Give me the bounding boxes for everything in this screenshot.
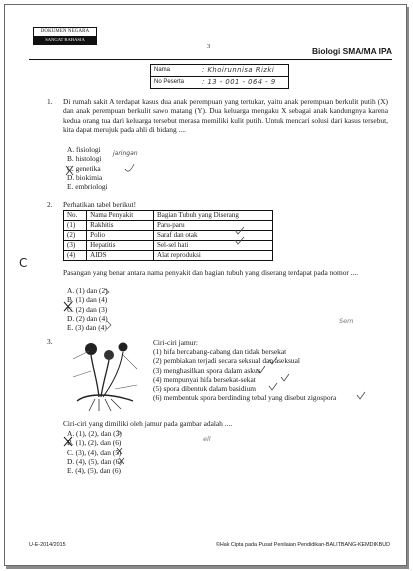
- q1-option[interactable]: C. genetika: [67, 163, 101, 173]
- table-header: Nama Penyakit: [87, 211, 154, 221]
- exam-page: [5, 5, 406, 565]
- q2-pencil-marks: [61, 285, 121, 333]
- table-cell: Saraf dan otak: [154, 231, 273, 241]
- name-value: : Khoirunnisa Rizki: [202, 66, 275, 75]
- table-cell: Polio: [87, 231, 154, 241]
- table-cell: Rakhitis: [87, 221, 154, 231]
- table-cell: Hepatitis: [87, 241, 154, 251]
- table-header: Bagian Tubuh yang Diserang: [154, 211, 273, 221]
- exam-number-label: No Peserta: [154, 78, 185, 85]
- q3-question: Ciri-ciri yang dimiliki oleh jamur pada gambar adalah ....: [63, 419, 233, 428]
- fungus-trait-item: (3) menghasilkan spora dalam askus: [153, 365, 261, 375]
- margin-bracket-mark: C: [19, 256, 28, 270]
- q2-option[interactable]: C. (2) dan (3): [67, 304, 108, 314]
- fungus-trait-item: (6) membentuk spora berdinding tebal yang disebut zigospora: [153, 393, 337, 403]
- exam-number-value: : 13 - 001 - 064 - 9: [202, 78, 276, 87]
- q1-option[interactable]: A. fisiologi: [67, 145, 101, 154]
- table-cell: Alat reproduksi: [154, 251, 273, 261]
- q3-pencil-marks: [61, 428, 131, 476]
- student-id-box: [150, 64, 289, 89]
- stamp-top: DOKUMEN NEGARA: [34, 28, 96, 36]
- table-cell: (3): [64, 241, 87, 251]
- q3-option[interactable]: A. (1), (2), dan (3): [67, 429, 122, 438]
- q2-intro: Perhatikan tabel berikut!: [63, 200, 137, 209]
- q3-option[interactable]: E. (4), (5), dan (6): [67, 466, 121, 475]
- stamp-bottom: SANGAT RAHASIA: [34, 36, 96, 44]
- table-cell: (4): [64, 251, 87, 261]
- q3-option[interactable]: C. (3), (4), dan (5): [67, 447, 122, 457]
- q2-table-check-marks: [233, 227, 263, 251]
- table-header: No.: [64, 211, 87, 221]
- q1-pencil-marks: [63, 157, 155, 181]
- footer-code: U-E-2014/2015: [29, 542, 66, 549]
- fungus-illustration: [67, 339, 145, 413]
- q1-option[interactable]: D. biokimia: [67, 172, 103, 182]
- fungus-trait-item: (1) hifa bercabang-cabang dan tidak bersekat: [153, 347, 287, 356]
- footer-copyright: ©Hak Cipta pada Pusat Penilaian Pendidikan-BALITBANG-KEMDIKBUD: [215, 542, 390, 549]
- q2-question: Pasangan yang benar antara nama penyakit dan bagian tubuh yang diserang terdapat pada nomor ....: [63, 268, 359, 277]
- table-header-row: [64, 211, 273, 221]
- q2-number: 2.: [47, 200, 53, 209]
- q2-option[interactable]: B. (1) dan (4): [67, 295, 108, 305]
- stray-pencil-note: Sem: [339, 317, 354, 325]
- q1-number: 1.: [47, 97, 53, 106]
- subject-title: Biologi SMA/MA IPA: [311, 46, 392, 56]
- q2-option[interactable]: E. (3) dan (4): [67, 323, 107, 332]
- q3-intro: Ciri-ciri jamur:: [153, 338, 198, 347]
- q3-trait-check-marks: [245, 355, 370, 405]
- q3-number: 3.: [47, 337, 53, 346]
- table-cell: Paru-paru: [154, 221, 273, 231]
- table-row: [64, 251, 273, 261]
- q3-option[interactable]: B. (1), (2), dan (6): [67, 438, 122, 448]
- q1-option[interactable]: E. embriologi: [67, 182, 108, 191]
- fungus-trait-item: (5) spora dibentuk dalam basidium: [153, 384, 257, 393]
- fungus-trait-item: (4) mempunyai hifa bersekat-sekat: [153, 374, 256, 384]
- table-cell: (1): [64, 221, 87, 231]
- exam-number-row: [151, 76, 288, 88]
- q1-option[interactable]: B. histologi: [67, 154, 102, 164]
- header-rule: [29, 59, 392, 60]
- name-label: Nama: [154, 66, 171, 73]
- table-cell: AIDS: [87, 251, 154, 261]
- q2-option[interactable]: D. (2) dan (4): [67, 313, 108, 323]
- stray-pencil-note: ell: [203, 435, 211, 443]
- document-frame: [4, 4, 407, 566]
- q1-handwritten-note: jaringan: [113, 150, 138, 157]
- q2-option[interactable]: A. (1) dan (2): [67, 286, 108, 295]
- name-row: [151, 65, 288, 76]
- fungus-trait-item: (2) pembiakan terjadi secara seksual dan aseksual: [153, 356, 300, 366]
- q1-text: Di rumah sakit A terdapat kasus dua anak perempuan yang tertukar, yaitu anak perempuan berkulit putih (X) dan anak perempuan berkulit sawo matang (Y). Dua keluarga mengaku X sebagai anak kandungnya karena kedua orang tua dari keluarga tersebut merasa memiliki kulit putih. Untuk mencari solusi dari kasus tersebut, kita dapat merujuk pada ahli di bidang ....: [63, 97, 388, 134]
- table-cell: (2): [64, 231, 87, 241]
- page-number: 3: [207, 43, 211, 50]
- classification-stamp: [33, 27, 97, 45]
- table-cell: Sel-sel hati: [154, 241, 273, 251]
- q3-option[interactable]: D. (4), (5), dan (6): [67, 456, 122, 466]
